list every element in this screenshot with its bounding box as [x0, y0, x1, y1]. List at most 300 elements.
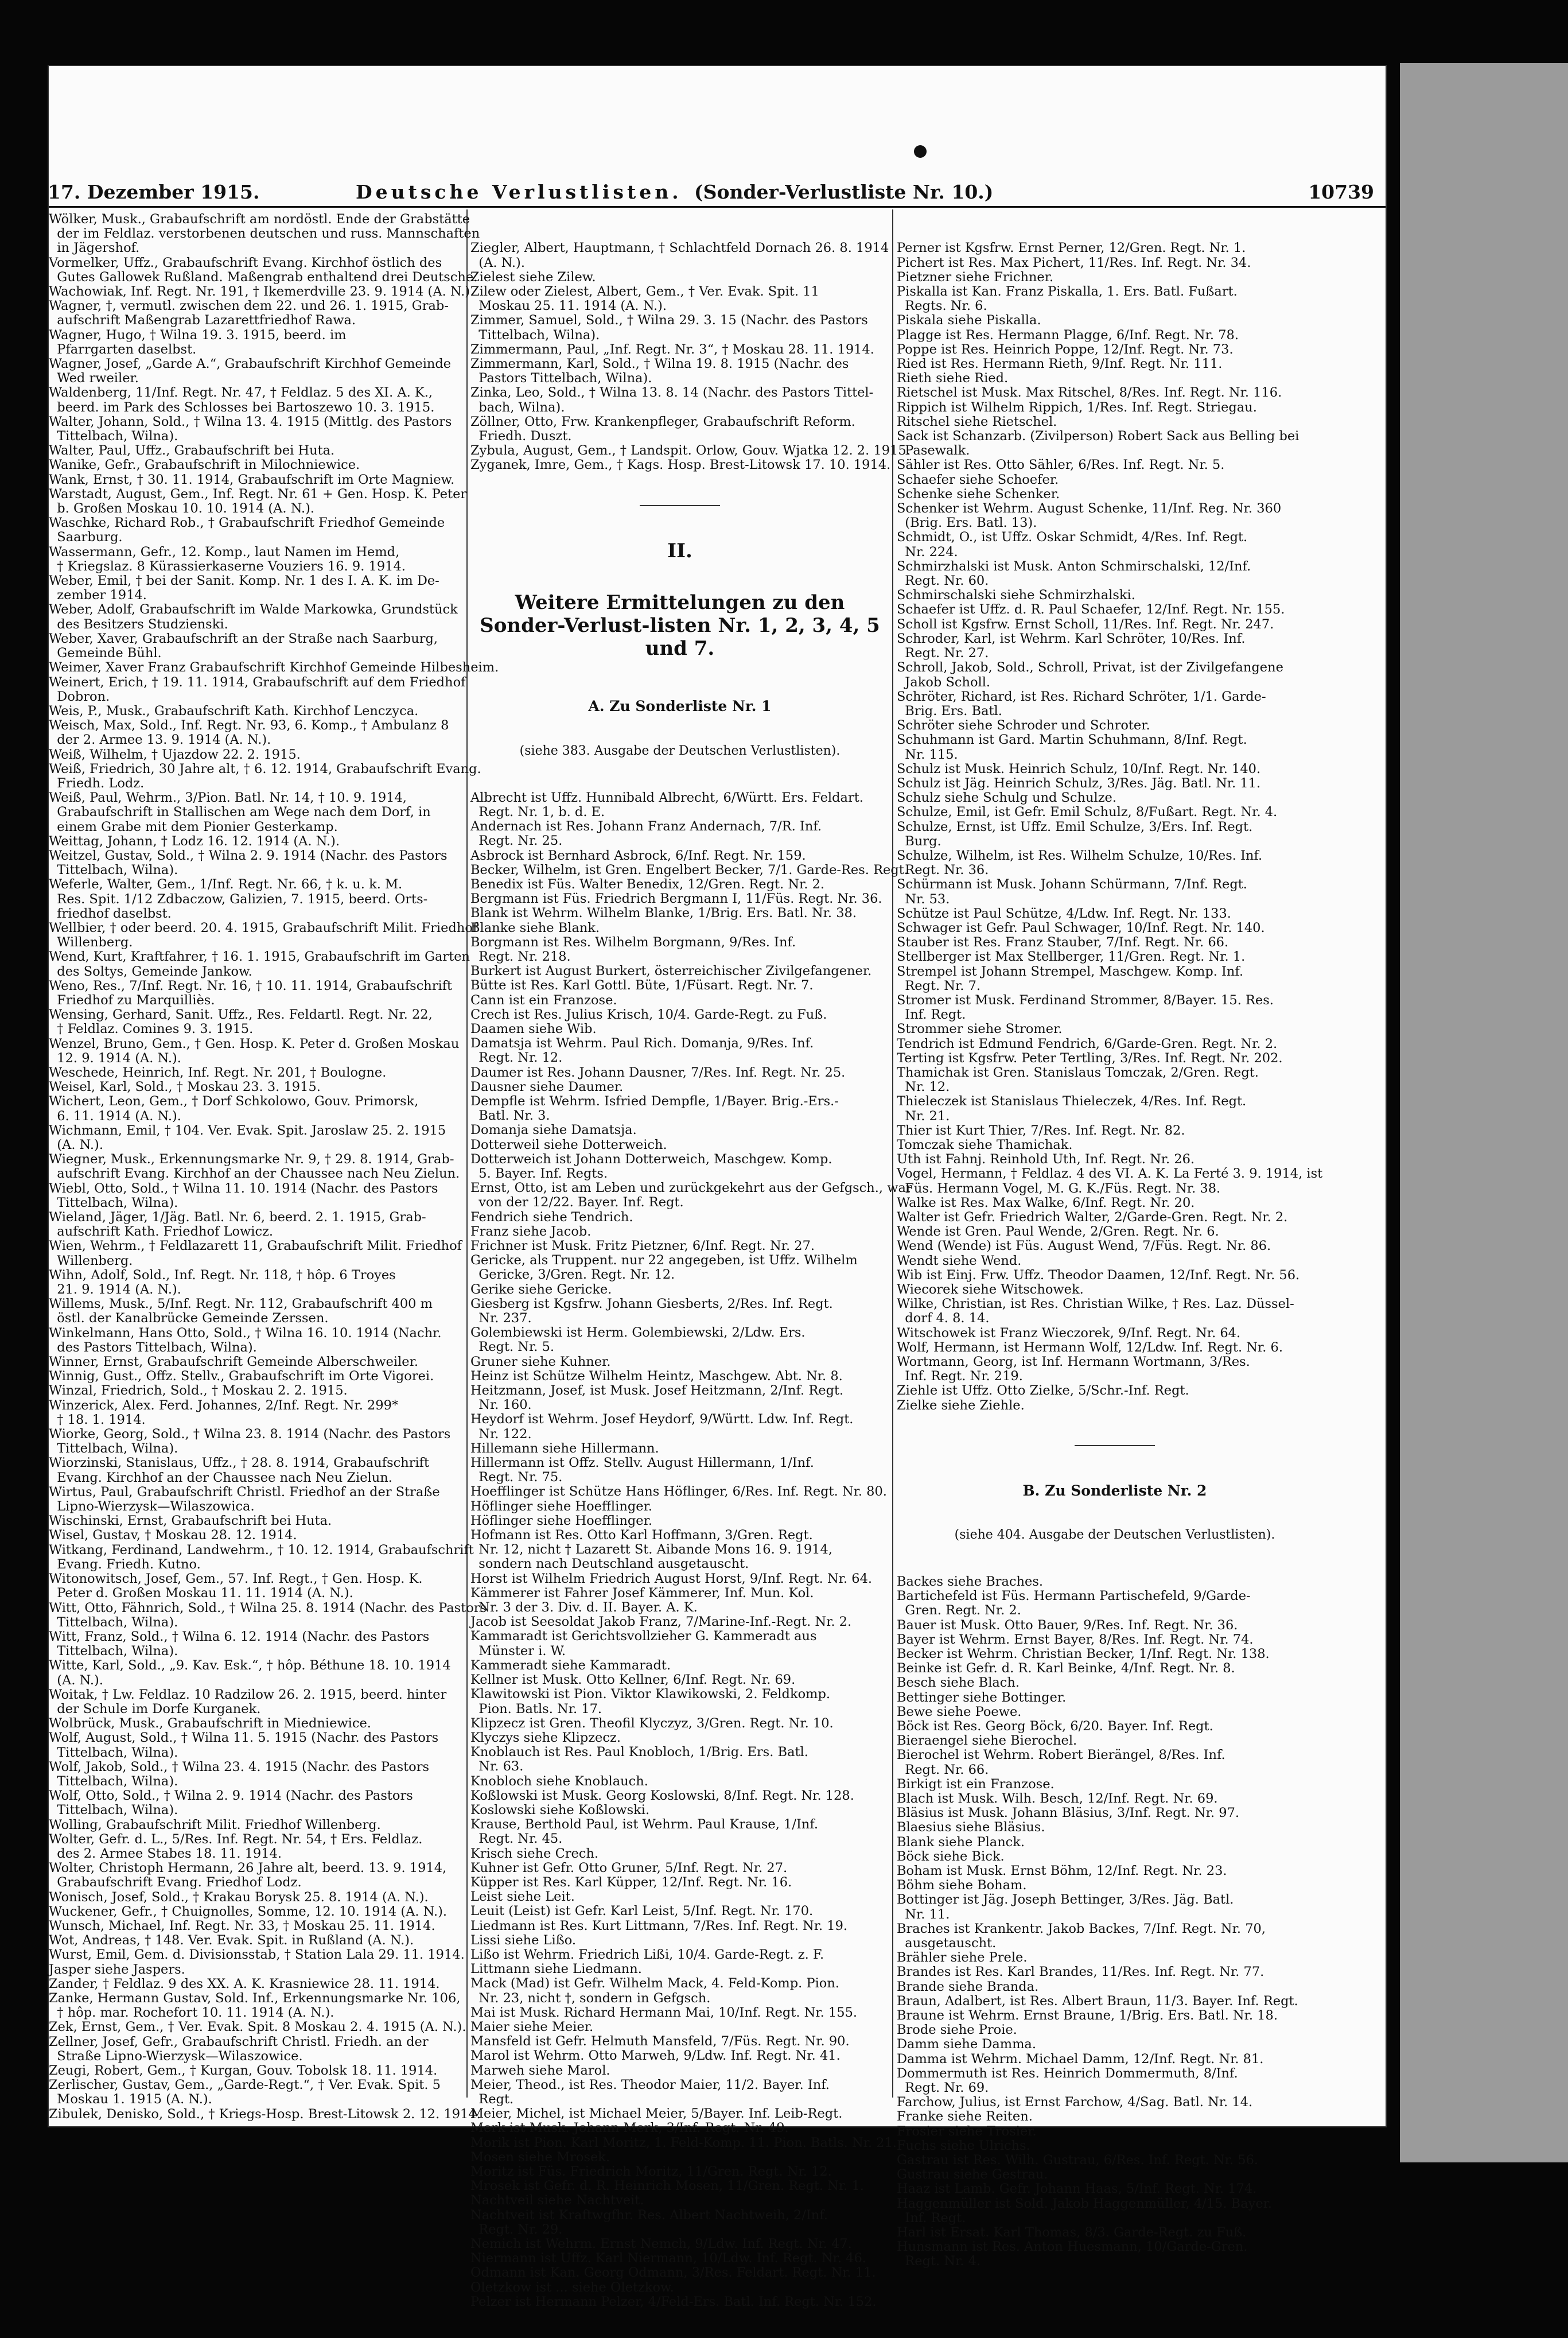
list-entry-line: Nr. 160. — [470, 1397, 532, 1413]
list-entry-line: Regt. Nr. 29. — [470, 2222, 563, 2237]
list-entry-line: Dobron. — [49, 689, 110, 704]
list-entry-line: Tittelbach, Wilna). — [49, 1773, 178, 1789]
list-entry-line: Wachowiak, Inf. Regt. Nr. 191, † Ikemerdville 23. 9. 1914 (A. N.). — [49, 284, 474, 300]
list-entry-line: Witkang, Ferdinand, Landwehrm., † 10. 12. 1914, Grabaufschrift — [49, 1542, 474, 1558]
list-entry-line: Zielke siehe Ziehle. — [897, 1397, 1025, 1413]
column-3-top-entries — [897, 241, 1333, 1412]
list-entry-line: Wortmann, Georg, ist Inf. Hermann Wortmann, 3/Res. — [897, 1354, 1250, 1370]
list-entry-line: Daamen siehe Wib. — [470, 1021, 597, 1036]
header-title: Deutsche Verlustlisten. — [356, 181, 682, 203]
list-entry-line: Wende ist Gren. Paul Wende, 2/Gren. Regt. Nr. 6. — [897, 1224, 1219, 1240]
list-entry-line: Cann ist ein Franzose. — [470, 992, 617, 1008]
list-entry-line: der 2. Armee 13. 9. 1914 (A. N.). — [49, 732, 271, 748]
list-entry-line: Wend, Kurt, Kraftfahrer, † 16. 1. 1915, Grabaufschrift im Garten — [49, 949, 470, 965]
list-entry-line: Zimmermann, Paul, „Inf. Regt. Nr. 3“, † Moskau 28. 11. 1914. — [470, 341, 874, 357]
list-entry-line: Dempfle ist Wehrm. Isfried Dempfle, 1/Bayer. Brig.-Ers.- — [470, 1093, 839, 1109]
list-entry-line: Regt. Nr. 5. — [470, 1339, 555, 1355]
list-entry-line: Regts. Nr. 6. — [897, 298, 987, 314]
list-entry-line: Bieraengel siehe Bierochel. — [897, 1733, 1077, 1749]
list-entry-line: Winzerick, Alex. Ferd. Johannes, 2/Inf. Regt. Nr. 299* — [49, 1397, 399, 1413]
list-entry-line: Schwager ist Gefr. Paul Schwager, 10/Inf. Regt. Nr. 140. — [897, 920, 1265, 935]
list-entry-line: Weferle, Walter, Gem., 1/Inf. Regt. Nr. 66, † k. u. k. M. — [49, 877, 403, 892]
list-entry-line: Frosier siehe Trosier. — [897, 2123, 1037, 2139]
list-entry-line: Pichert ist Res. Max Pichert, 11/Res. Inf. Regt. Nr. 34. — [897, 255, 1251, 270]
list-entry-line: Zöllner, Otto, Frw. Krankenpfleger, Grabaufschrift Reform. — [470, 414, 855, 429]
list-entry-line: Schmirschalski siehe Schmirzhalski. — [897, 588, 1135, 603]
list-entry-line: (Brig. Ers. Batl. 13). — [897, 515, 1037, 531]
list-entry-line: Wilke, Christian, ist Res. Christian Wilke, † Res. Laz. Düssel- — [897, 1296, 1294, 1312]
list-entry-line: Fuchs siehe Ulrichs. — [897, 2138, 1030, 2153]
list-entry-line: Inf. Regt. — [897, 2210, 966, 2226]
list-entry-line: Tittelbach, Wilna). — [49, 1803, 178, 1818]
list-entry-line: Wot, Andreas, † 148. Ver. Evak. Spit. in Rußland (A. N.). — [49, 1933, 414, 1948]
list-entry-line: Thier ist Kurt Thier, 7/Res. Inf. Regt. Nr. 82. — [897, 1123, 1185, 1138]
column-2-top-entries — [470, 240, 911, 473]
list-entry-line: Regt. Nr. 1, b. d. E. — [470, 804, 605, 820]
list-entry-line: Böhm siehe Boham. — [897, 1878, 1027, 1893]
list-entry-line: Nr. 3 der 3. Div. d. II. Bayer. A. K. — [470, 1600, 698, 1615]
list-entry-line: Niermann ist Uffz. Karl Niermann, 10/Ldw. Inf. Regt. Nr. 46. — [470, 2251, 866, 2266]
list-entry-line: Albrecht ist Uffz. Hunnibald Albrecht, 6/Württ. Ers. Feldart. — [470, 790, 863, 805]
list-entry-line: Grabaufschrift in Stallischen am Wege nach dem Dorf, in — [49, 805, 431, 820]
list-entry-line: Ried ist Res. Hermann Rieth, 9/Inf. Regt. Nr. 111. — [897, 356, 1223, 372]
list-entry-line: Wurst, Emil, Gem. d. Divisionsstab, † Station Lala 29. 11. 1914. — [49, 1947, 465, 1963]
list-entry-line: Koslowski siehe Koßlowski. — [470, 1802, 650, 1817]
list-entry-line: Meier, Michel, ist Michael Meier, 5/Bayer. Inf. Leib-Regt. — [470, 2106, 843, 2122]
list-entry-line: 5. Bayer. Inf. Regts. — [470, 1166, 608, 1181]
list-entry-line: Schaefer siehe Schoefer. — [897, 472, 1059, 487]
list-entry-line: Nr. 12. — [897, 1079, 950, 1095]
list-entry-line: bach, Wilna). — [470, 399, 565, 415]
list-entry-line: Damatsja ist Wehrm. Paul Rich. Domanja, 9/Res. Inf. — [470, 1036, 814, 1051]
header-subtitle: (Sonder-Verlustliste Nr. 10.) — [694, 181, 994, 203]
list-entry-line: Blanke siehe Blank. — [470, 920, 600, 935]
list-entry-line: Zibulek, Denisko, Sold., † Kriegs-Hosp. Brest-Litowsk 2. 12. 1914. — [49, 2106, 481, 2122]
list-entry-line: Schenker ist Wehrm. August Schenke, 11/Inf. Reg. Nr. 360 — [897, 501, 1282, 516]
list-entry-line: Maier siehe Meier. — [470, 2019, 594, 2034]
list-entry-line: Morik ist Pion. Karl Moritz, 1. Feld-Komp. 11. Pion. Batls. Nr. 21. — [470, 2135, 897, 2150]
list-entry-line: Becker ist Wehrm. Christian Becker, 1/Inf. Regt. Nr. 138. — [897, 1646, 1270, 1661]
list-entry-line: Gemeinde Bühl. — [49, 646, 162, 661]
list-entry-line: Witonowitsch, Josef, Gem., 57. Inf. Regt., † Gen. Hosp. K. — [49, 1571, 423, 1587]
list-entry-line: Zimmermann, Karl, Sold., † Wilna 19. 8. 1915 (Nachr. des — [470, 356, 849, 372]
list-entry-line: von der 12/22. Bayer. Inf. Regt. — [470, 1195, 684, 1210]
list-entry-line: Wellbier, † oder beerd. 20. 4. 1915, Grabaufschrift Milit. Friedhof — [49, 920, 478, 935]
list-entry-line: Winner, Ernst, Grabaufschrift Gemeinde Alberschweiler. — [49, 1354, 419, 1370]
subsection-b-heading: B. Zu Sonderliste Nr. 2 — [1022, 1482, 1207, 1499]
list-entry-line: Pasewalk. — [897, 443, 970, 459]
list-entry-line: Weitzel, Gustav, Sold., † Wilna 2. 9. 1914 (Nachr. des Pastors — [49, 848, 448, 863]
list-entry-line: Bierochel ist Wehrm. Robert Bierängel, 8/Res. Inf. — [897, 1747, 1225, 1763]
list-entry-line: Tittelbach, Wilna). — [49, 1441, 178, 1457]
list-entry-line: Nachtveil siehe Nachtveit. — [470, 2193, 644, 2208]
list-entry-line: dorf 4. 8. 14. — [897, 1311, 990, 1326]
list-entry-line: Weschede, Heinrich, Inf. Regt. Nr. 201, † Boulogne. — [49, 1065, 387, 1080]
list-entry-line: Nr. 63. — [470, 1759, 524, 1774]
list-entry-line: Tittelbach, Wilna). — [49, 863, 178, 878]
list-entry-line: Brandes ist Res. Karl Brandes, 11/Res. Inf. Regt. Nr. 77. — [897, 1964, 1264, 1980]
list-entry-line: Wiecorek siehe Witschowek. — [897, 1282, 1084, 1298]
list-entry-line: Weiß, Friedrich, 30 Jahre alt, † 6. 12. 1914, Grabaufschrift Evang. — [49, 761, 481, 776]
list-entry-line: Krause, Berthold Paul, ist Wehrm. Paul Krause, 1/Inf. — [470, 1817, 819, 1832]
list-entry-line: Vogel, Hermann, † Feldlaz. 4 des VI. A. K. La Ferté 3. 9. 1914, ist — [897, 1166, 1323, 1182]
list-entry-line: Schaefer ist Uffz. d. R. Paul Schaefer, 12/Inf. Regt. Nr. 155. — [897, 602, 1285, 617]
list-entry-line: Wiebl, Otto, Sold., † Wilna 11. 10. 1914 (Nachr. des Pastors — [49, 1180, 438, 1196]
list-entry-line: Brode siehe Proie. — [897, 2022, 1017, 2038]
list-entry-line: Plagge ist Res. Hermann Plagge, 6/Inf. Regt. Nr. 78. — [897, 327, 1239, 343]
list-entry-line: Schmidt, O., ist Uffz. Oskar Schmidt, 4/Res. Inf. Regt. — [897, 530, 1248, 545]
list-entry-line: Terting ist Kgsfrw. Peter Tertling, 3/Res. Inf. Regt. Nr. 202. — [897, 1050, 1283, 1066]
list-entry-line: Gren. Regt. Nr. 2. — [897, 1603, 1021, 1618]
list-entry-line: des Soltys, Gemeinde Jankow. — [49, 964, 252, 979]
list-entry-line: Birkigt ist ein Franzose. — [897, 1776, 1055, 1792]
list-entry-line: Zek, Ernst, Gem., † Ver. Evak. Spit. 8 Moskau 2. 4. 1915 (A. N.). — [49, 2019, 466, 2035]
list-entry-line: Oletzkow ist ... siehe Oletzkow. — [470, 2279, 674, 2295]
list-entry-line: Moritz ist Füs. Friedrich Moritz, 11/Gren. Regt. Nr. 12. — [470, 2164, 832, 2179]
list-entry-line: Brähler siehe Prele. — [897, 1950, 1028, 1966]
list-entry-line: sondern nach Deutschland ausgetauscht. — [470, 1556, 749, 1572]
list-entry-line: Ernst, Otto, ist am Leben und zurückgekehrt aus der Gefgsch., war — [470, 1180, 912, 1196]
list-entry-line: Heinz ist Schütze Wilhelm Heintz, Maschgew. Abt. Nr. 8. — [470, 1368, 843, 1384]
subsection-a-heading: A. Zu Sonderliste Nr. 1 — [588, 698, 772, 715]
list-entry-line: Vormelker, Uffz., Grabaufschrift Evang. Kirchhof östlich des — [49, 255, 442, 270]
list-entry-line: Damm siehe Damma. — [897, 2037, 1036, 2052]
list-entry-line: Witte, Karl, Sold., „9. Kav. Esk.“, † hôp. Béthune 18. 10. 1914 — [49, 1658, 451, 1673]
list-entry-line: Schürmann ist Musk. Johann Schürmann, 7/Inf. Regt. — [897, 877, 1247, 892]
list-entry-line: Tittelbach, Wilna). — [49, 1614, 178, 1630]
list-entry-line: Bütte ist Res. Karl Gottl. Büte, 1/Füsart. Regt. Nr. 7. — [470, 978, 814, 993]
list-entry-line: Wiegner, Musk., Erkennungsmarke Nr. 9, † 29. 8. 1914, Grab- — [49, 1152, 454, 1167]
list-entry-line: Walke ist Res. Max Walke, 6/Inf. Regt. Nr. 20. — [897, 1195, 1195, 1210]
column-3 — [897, 212, 1333, 2269]
list-entry-line: Wend (Wende) ist Füs. August Wend, 7/Füs. Regt. Nr. 86. — [897, 1238, 1271, 1254]
list-entry-line: Haggenmüller ist Sold. Jakob Haggenmüller, 4/15. Bayer. — [897, 2196, 1273, 2211]
list-entry-line: Nr. 115. — [897, 747, 958, 762]
list-entry-line: Wolter, Christoph Hermann, 26 Jahre alt, beerd. 13. 9. 1914, — [49, 1861, 447, 1876]
list-entry-line: Farchow, Julius, ist Ernst Farchow, 4/Sag. Batl. Nr. 14. — [897, 2095, 1253, 2110]
list-entry-line: Weber, Xaver, Grabaufschrift an der Straße nach Saarburg, — [49, 631, 438, 646]
list-entry-line: Jasper siehe Jaspers. — [49, 1962, 185, 1977]
list-entry-line: zember 1914. — [49, 588, 147, 603]
list-entry-line: Münster i. W. — [470, 1643, 566, 1659]
list-entry-line: Blank siehe Planck. — [897, 1834, 1025, 1850]
list-entry-line: Zanke, Hermann Gustav, Sold. Inf., Erkennungsmarke Nr. 106, — [49, 1990, 461, 2006]
list-entry-line: Hillemann siehe Hillermann. — [470, 1440, 659, 1456]
list-entry-line: Wolbrück, Musk., Grabaufschrift in Miedniewice. — [49, 1716, 371, 1731]
list-entry-line: Moskau 25. 11. 1914 (A. N.). — [470, 298, 667, 314]
list-entry-line: Backes siehe Braches. — [897, 1574, 1044, 1589]
list-entry-line: Wendt siehe Wend. — [897, 1253, 1022, 1268]
list-entry-line: Frichner ist Musk. Fritz Pietzner, 6/Inf. Regt. Nr. 27. — [470, 1238, 815, 1253]
list-entry-line: Saarburg. — [49, 530, 123, 545]
list-entry-line: Tittelbach, Wilna). — [49, 1195, 178, 1210]
list-entry-line: Leist siehe Leit. — [470, 1889, 575, 1905]
list-entry-line: Beinke ist Gefr. d. R. Karl Beinke, 4/Inf. Regt. Nr. 8. — [897, 1661, 1235, 1676]
list-entry-line: Wolf, Hermann, ist Hermann Wolf, 12/Ldw. Inf. Regt. Nr. 6. — [897, 1339, 1283, 1355]
list-entry-line: beerd. im Park des Schlosses bei Bartoszewo 10. 3. 1915. — [49, 399, 435, 415]
list-entry-line: Sähler ist Res. Otto Sähler, 6/Res. Inf. Regt. Nr. 5. — [897, 457, 1225, 473]
list-entry-line: Wunsch, Michael, Inf. Regt. Nr. 33, † Moskau 25. 11. 1914. — [49, 1918, 435, 1933]
list-entry-line: Wiorzinski, Stanislaus, Uffz., † 28. 8. 1914, Grabaufschrift — [49, 1455, 430, 1471]
list-entry-line: Willenberg. — [49, 1253, 133, 1268]
list-entry-line: Regt. Nr. 12. — [470, 1050, 563, 1066]
list-entry-line: Damma ist Wehrm. Michael Damm, 12/Inf. Regt. Nr. 81. — [897, 2051, 1264, 2067]
list-entry-line: † Kriegslaz. 8 Kürassierkaserne Vouziers 16. 9. 1914. — [49, 558, 406, 574]
list-entry-line: Kämmerer ist Fahrer Josef Kämmerer, Inf. Mun. Kol. — [470, 1585, 814, 1601]
column-2-entries — [470, 790, 912, 2309]
page-header — [49, 181, 1386, 207]
list-entry-line: Winkelmann, Hans Otto, Sold., † Wilna 16. 10. 1914 (Nachr. — [49, 1325, 442, 1341]
list-entry-line: Mosen siehe Mrosek. — [470, 2149, 610, 2165]
column-divider — [466, 209, 468, 2098]
header-page-number: 10739 — [1308, 181, 1374, 203]
list-entry-line: Pion. Batls. Nr. 17. — [470, 1701, 602, 1716]
list-entry-line: Weber, Adolf, Grabaufschrift im Walde Markowka, Grundstück — [49, 602, 458, 617]
list-entry-line: Winnig, Gust., Offz. Stellv., Grabaufschrift im Orte Vigorei. — [49, 1369, 434, 1384]
list-entry-line: (A. N.). — [49, 1137, 103, 1152]
list-entry-line: Horst ist Wilhelm Friedrich August Horst, 9/Inf. Regt. Nr. 64. — [470, 1571, 873, 1586]
list-entry-line: (A. N.). — [470, 255, 525, 270]
list-entry-line: Bettinger siehe Bottinger. — [897, 1690, 1067, 1705]
list-entry-line: Heydorf ist Wehrm. Josef Heydorf, 9/Württ. Ldw. Inf. Regt. — [470, 1412, 854, 1427]
list-entry-line: Inf. Regt. Nr. 219. — [897, 1369, 1023, 1384]
list-entry-line: Regt. — [470, 2091, 514, 2107]
list-entry-line: Tittelbach, Wilna). — [49, 1745, 178, 1760]
list-entry-line: Hoefflinger ist Schütze Hans Höflinger, 6/Res. Inf. Regt. Nr. 80. — [470, 1484, 887, 1500]
list-entry-line: Zerlischer, Gustav, Gem., „Garde-Regt.“, † Ver. Evak. Spit. 5 — [49, 2077, 441, 2093]
list-entry-line: Regt. Nr. 27. — [897, 646, 989, 661]
list-entry-line: Boham ist Musk. Ernst Böhm, 12/Inf. Regt. Nr. 23. — [897, 1863, 1227, 1878]
list-entry-line: Daumer ist Res. Johann Dausner, 7/Res. Inf. Regt. Nr. 25. — [470, 1065, 846, 1080]
list-entry-line: Wensing, Gerhard, Sanit. Uffz., Res. Feldartl. Regt. Nr. 22, — [49, 1007, 433, 1023]
subsection-b-note: (siehe 404. Ausgabe der Deutschen Verlustlisten). — [954, 1528, 1275, 1543]
list-entry-line: Zielest siehe Zilew. — [470, 269, 596, 285]
list-entry-line: Asbrock ist Bernhard Asbrock, 6/Inf. Regt. Nr. 159. — [470, 848, 806, 863]
list-entry-line: Wieland, Jäger, 1/Jäg. Batl. Nr. 6, beerd. 2. 1. 1915, Grab- — [49, 1210, 426, 1225]
list-entry-line: Wed rweiler. — [49, 371, 139, 386]
section-numeral: II. — [667, 539, 692, 563]
list-entry-line: Brig. Ers. Batl. — [897, 703, 1002, 719]
list-entry-line: Stauber ist Res. Franz Stauber, 7/Inf. Regt. Nr. 66. — [897, 935, 1229, 950]
list-entry-line: Nr. 12, nicht † Lazarett St. Aibande Mons 16. 9. 1914, — [470, 1542, 832, 1558]
list-entry-line: Dommermuth ist Res. Heinrich Dommermuth, 8/Inf. — [897, 2065, 1238, 2081]
list-entry-line: Inf. Regt. — [897, 1007, 966, 1023]
list-entry-line: Bewe siehe Poewe. — [897, 1704, 1022, 1719]
list-entry-line: Rietschel ist Musk. Max Ritschel, 8/Res. Inf. Regt. Nr. 116. — [897, 385, 1282, 401]
list-entry-line: Wagner, Hugo, † Wilna 19. 3. 1915, beerd. im — [49, 327, 347, 343]
list-entry-line: der Schule im Dorfe Kurganek. — [49, 1701, 261, 1716]
list-entry-line: Zellner, Josef, Gefr., Grabaufschrift Christl. Friedh. an der — [49, 2034, 429, 2049]
list-entry-line: Braun, Adalbert, ist Res. Albert Braun, 11/3. Bayer. Inf. Regt. — [897, 1993, 1298, 2009]
list-entry-line: Bayer ist Wehrm. Ernst Bayer, 8/Res. Inf. Regt. Nr. 74. — [897, 1632, 1254, 1647]
list-entry-line: Schulze, Wilhelm, ist Res. Wilhelm Schulze, 10/Res. Inf. — [897, 848, 1263, 863]
list-entry-line: Schulz siehe Schulg und Schulze. — [897, 790, 1117, 806]
list-entry-line: Regt. Nr. 69. — [897, 2080, 989, 2095]
list-entry-line: Füs. Hermann Vogel, M. G. K./Füs. Regt. Nr. 38. — [897, 1180, 1221, 1196]
list-entry-line: Gruner siehe Kuhner. — [470, 1354, 611, 1369]
list-entry-line: Wihn, Adolf, Sold., Inf. Regt. Nr. 118, † hôp. 6 Troyes — [49, 1267, 396, 1283]
list-entry-line: Wonisch, Josef, Sold., † Krakau Borysk 25. 8. 1914 (A. N.). — [49, 1889, 429, 1905]
list-entry-line: Hillermann ist Offz. Stellv. August Hillermann, 1/Inf. — [470, 1455, 814, 1471]
list-entry-line: Wolling, Grabaufschrift Milit. Friedhof Willenberg. — [49, 1817, 381, 1832]
list-entry-line: östl. der Kanalbrücke Gemeinde Zerssen. — [49, 1311, 329, 1326]
list-entry-line: Marweh siehe Marol. — [470, 2063, 610, 2078]
list-entry-line: Regt. Nr. 4. — [897, 2254, 981, 2269]
list-entry-line: † Feldlaz. Comines 9. 3. 1915. — [49, 1022, 254, 1037]
list-entry-line: Wirtus, Paul, Grabaufschrift Christl. Friedhof an der Straße — [49, 1484, 440, 1500]
list-entry-line: einem Grabe mit dem Pionier Gesterkamp. — [49, 819, 338, 834]
list-entry-line: Klyczys siehe Klipzecz. — [470, 1730, 621, 1745]
list-entry-line: Winzal, Friedrich, Sold., † Moskau 2. 2. 1915. — [49, 1383, 348, 1399]
list-entry-line: Piskalla ist Kan. Franz Piskalla, 1. Ers. Batl. Fußart. — [897, 284, 1238, 300]
list-entry-line: Braches ist Krankentr. Jakob Backes, 7/Inf. Regt. Nr. 70, — [897, 1921, 1266, 1936]
subsection-a-note: (siehe 383. Ausgabe der Deutschen Verlustlisten). — [519, 744, 841, 759]
list-entry-line: Benedix ist Füs. Walter Benedix, 12/Gren. Regt. Nr. 2. — [470, 876, 825, 892]
binding-hole-dot — [914, 145, 927, 158]
list-entry-line: Böck siehe Bick. — [897, 1848, 1005, 1864]
list-entry-line: Mack (Mad) ist Gefr. Wilhelm Mack, 4. Feld-Komp. Pion. — [470, 1976, 839, 1991]
list-entry-line: Weiß, Paul, Wehrm., 3/Pion. Batl. Nr. 14, † 10. 9. 1914, — [49, 790, 407, 806]
list-entry-line: Giesberg ist Kgsfrw. Johann Giesberts, 2/Res. Inf. Regt. — [470, 1296, 833, 1311]
list-entry-line: b. Großen Moskau 10. 10. 1914 (A. N.). — [49, 501, 315, 516]
list-entry-line: Schröter siehe Schroder und Schroter. — [897, 718, 1150, 733]
section-rule — [640, 505, 720, 506]
list-entry-line: Höflinger siehe Hoefflinger. — [470, 1498, 653, 1514]
list-entry-line: Zilew oder Zielest, Albert, Gem., † Ver. Evak. Spit. 11 — [470, 284, 819, 300]
list-entry-line: Koßlowski ist Musk. Georg Koslowski, 8/Inf. Regt. Nr. 128. — [470, 1788, 854, 1803]
list-entry-line: Poppe ist Res. Heinrich Poppe, 12/Inf. Regt. Nr. 73. — [897, 341, 1234, 357]
list-entry-line: Heitzmann, Josef, ist Musk. Josef Heitzmann, 2/Inf. Regt. — [470, 1383, 844, 1399]
list-entry-line: Ziegler, Albert, Hauptmann, † Schlachtfeld Dornach 26. 8. 1914 — [470, 240, 889, 256]
list-entry-line: Wassermann, Gefr., 12. Komp., laut Namen im Hemd, — [49, 544, 400, 560]
list-entry-line: Dotterweil siehe Dotterweich. — [470, 1137, 667, 1152]
list-entry-line: Golembiewski ist Herm. Golembiewski, 2/Ldw. Ers. — [470, 1325, 806, 1341]
list-entry-line: Wisel, Gustav, † Moskau 28. 12. 1914. — [49, 1528, 297, 1543]
list-entry-line: Friedhof zu Marquilliès. — [49, 992, 215, 1008]
list-entry-line: Blach ist Musk. Wilh. Besch, 12/Inf. Regt. Nr. 69. — [897, 1791, 1218, 1806]
list-entry-line: (A. N.). — [49, 1672, 103, 1688]
list-entry-line: Becker, Wilhelm, ist Gren. Engelbert Becker, 7/1. Garde-Res. Regt. — [470, 862, 908, 877]
list-entry-line: Tittelbach, Wilna). — [49, 429, 178, 444]
list-entry-line: Rieth siehe Ried. — [897, 371, 1009, 386]
list-entry-line: Littmann siehe Liedmann. — [470, 1962, 642, 1977]
list-entry-line: Mansfeld ist Gefr. Helmuth Mansfeld, 7/Füs. Regt. Nr. 90. — [470, 2034, 850, 2049]
list-entry-line: Bartichefeld ist Füs. Hermann Partischefeld, 9/Garde- — [897, 1589, 1251, 1604]
list-entry-line: Weisel, Karl, Sold., † Moskau 23. 3. 1915. — [49, 1079, 321, 1095]
list-entry-line: Waldenberg, 11/Inf. Regt. Nr. 47, † Feldlaz. 5 des XI. A. K., — [49, 385, 433, 401]
list-entry-line: Nr. 23, nicht †, sondern in Gefgsch. — [470, 1990, 711, 2006]
list-entry-line: Gerike siehe Gericke. — [470, 1281, 612, 1297]
list-entry-line: Wichmann, Emil, † 104. Ver. Evak. Spit. Jaroslaw 25. 2. 1915 — [49, 1123, 446, 1138]
list-entry-line: Nr. 11. — [897, 1906, 950, 1922]
list-entry-line: Tomczak siehe Thamichak. — [897, 1137, 1073, 1152]
list-entry-line: Wuckener, Gefr., † Chuignolles, Somme, 12. 10. 1914 (A. N.). — [49, 1904, 447, 1919]
list-entry-line: Schulze, Ernst, ist Uffz. Emil Schulze, 3/Ers. Inf. Regt. — [897, 819, 1253, 834]
list-entry-line: Nr. 122. — [470, 1426, 532, 1442]
list-entry-line: Franz siehe Jacob. — [470, 1224, 592, 1239]
list-entry-line: Gastrau ist Res. Wilh. Gustrau, 6/Res. Inf. Regt. Nr. 56. — [897, 2153, 1259, 2168]
list-entry-line: Klipzecz ist Gren. Theofil Klyczyz, 3/Gren. Regt. Nr. 10. — [470, 1715, 834, 1731]
list-entry-line: Kammeradt siehe Kammaradt. — [470, 1657, 671, 1673]
list-entry-line: Schulze, Emil, ist Gefr. Emil Schulz, 8/Fußart. Regt. Nr. 4. — [897, 805, 1278, 820]
list-entry-line: Wagner, †, vermutl. zwischen dem 22. und 26. 1. 1915, Grab- — [49, 298, 449, 314]
list-entry-line: Zinka, Leo, Sold., † Wilna 13. 8. 14 (Nachr. des Pastors Tittel- — [470, 385, 874, 401]
list-entry-line: Perner ist Kgsfrw. Ernst Perner, 12/Gren. Regt. Nr. 1. — [897, 240, 1246, 256]
list-entry-line: Walter, Paul, Uffz., Grabaufschrift bei Huta. — [49, 443, 335, 459]
list-entry-line: Friedh. Duszt. — [470, 429, 572, 444]
list-entry-line: Wolf, Otto, Sold., † Wilna 2. 9. 1914 (Nachr. des Pastors — [49, 1788, 413, 1804]
list-entry-line: Wenzel, Bruno, Gem., † Gen. Hosp. K. Peter d. Großen Moskau — [49, 1036, 460, 1051]
list-entry-line: Warstadt, August, Gem., Inf. Regt. Nr. 61 + Gen. Hosp. K. Peter — [49, 486, 467, 502]
list-entry-line: Gericke, 3/Gren. Regt. Nr. 12. — [470, 1267, 675, 1283]
list-entry-line: Meier, Theod., ist Res. Theodor Maier, 11/2. Bayer. Inf. — [470, 2077, 830, 2092]
list-entry-line: Marol ist Wehrm. Otto Marweh, 9/Ldw. Inf. Regt. Nr. 41. — [470, 2048, 841, 2064]
list-entry-line: Straße Lipno-Wierzysk—Wilaszowice. — [49, 2048, 303, 2064]
list-entry-line: Brande siehe Branda. — [897, 1979, 1039, 1994]
list-entry-line: Ritschel siehe Rietschel. — [897, 414, 1057, 429]
list-entry-line: Zybula, August, Gem., † Landspit. Orlow, Gouv. Wjatka 12. 2. 1915. — [470, 443, 911, 459]
list-entry-line: Hofmann ist Res. Otto Karl Hoffmann, 3/Gren. Regt. — [470, 1528, 813, 1543]
list-entry-line: Pietzner siehe Frichner. — [897, 269, 1054, 285]
list-entry-line: Jacob ist Seesoldat Jakob Franz, 7/Marine-Inf.-Regt. Nr. 2. — [470, 1614, 852, 1630]
list-entry-line: Thieleczek ist Stanislaus Thieleczek, 4/Res. Inf. Regt. — [897, 1094, 1247, 1109]
list-entry-line: Regt. Nr. 218. — [470, 949, 571, 964]
list-entry-line: Weis, P., Musk., Grabaufschrift Kath. Kirchhof Lenczyca. — [49, 703, 419, 719]
list-entry-line: Tittelbach, Wilna). — [470, 327, 600, 343]
list-entry-line: Schuhmann ist Gard. Martin Schuhmann, 8/Inf. Regt. — [897, 732, 1247, 748]
list-entry-line: der im Feldlaz. verstorbenen deutschen und russ. Mannschaften — [49, 226, 480, 242]
list-entry-line: Schenke siehe Schenker. — [897, 486, 1060, 502]
list-entry-line: Gustrau siehe Gestrau. — [897, 2167, 1048, 2182]
list-entry-line: Peter d. Großen Moskau 11. 11. 1914 (A. N.). — [49, 1586, 353, 1601]
list-entry-line: in Jägershof. — [49, 240, 140, 256]
list-entry-line: Hunsmann ist Res. Anton Huesmann, 10/Garde-Gren. — [897, 2239, 1248, 2255]
list-entry-line: Nr. 21. — [897, 1108, 950, 1124]
list-entry-line: Thamichak ist Gren. Stanislaus Tomczak, 2/Gren. Regt. — [897, 1065, 1259, 1080]
list-entry-line: Dotterweich ist Johann Dotterweich, Maschgew. Komp. — [470, 1151, 832, 1167]
list-entry-line: Stellberger ist Max Stellberger, 11/Gren. Regt. Nr. 1. — [897, 949, 1246, 965]
list-entry-line: Evang. Friedh. Kutno. — [49, 1556, 201, 1572]
list-entry-line: Kellner ist Musk. Otto Kellner, 6/Inf. Regt. Nr. 69. — [470, 1672, 796, 1688]
list-entry-line: Lissi siehe Lißo. — [470, 1932, 577, 1948]
list-entry-line: Weimer, Xaver Franz Grabaufschrift Kirchhof Gemeinde Hilbesheim. — [49, 660, 499, 675]
list-entry-line: Strempel ist Johann Strempel, Maschgew. Komp. Inf. — [897, 964, 1244, 979]
list-entry-line: 21. 9. 1914 (A. N.). — [49, 1282, 181, 1298]
list-entry-line: † hôp. mar. Rochefort 10. 11. 1914 (A. N.). — [49, 2005, 334, 2021]
list-entry-line: Bergmann ist Füs. Friedrich Bergmann I, 11/Füs. Regt. Nr. 36. — [470, 891, 882, 907]
list-entry-line: Dausner siehe Daumer. — [470, 1079, 624, 1094]
list-entry-line: Franke siehe Reiten. — [897, 2109, 1033, 2125]
list-entry-line: Zeugi, Robert, Gem., † Kurgan, Gouv. Tobolsk 18. 11. 1914. — [49, 2063, 438, 2078]
list-entry-line: des 2. Armee Stabes 18. 11. 1914. — [49, 1846, 282, 1861]
list-entry-line: Wichert, Leon, Gem., † Dorf Schkolowo, Gouv. Primorsk, — [49, 1094, 419, 1109]
list-entry-line: Witschowek ist Franz Wieczorek, 9/Inf. Regt. Nr. 64. — [897, 1325, 1241, 1341]
list-entry-line: Mai ist Musk. Richard Hermann Mai, 10/Inf. Regt. Nr. 155. — [470, 2005, 858, 2020]
list-entry-line: Kammaradt ist Gerichtsvollzieher G. Kammeradt aus — [470, 1629, 817, 1644]
list-entry-line: aufschrift Kath. Friedhof Lowicz. — [49, 1224, 274, 1240]
list-entry-line: Rippich ist Wilhelm Rippich, 1/Res. Inf. Regt. Striegau. — [897, 399, 1257, 415]
list-entry-line: Walter, Johann, Sold., † Wilna 13. 4. 1915 (Mittlg. des Pastors — [49, 414, 452, 429]
list-entry-line: Besch siehe Blach. — [897, 1675, 1020, 1691]
list-entry-line: Bottinger ist Jäg. Joseph Bettinger, 3/Res. Jäg. Batl. — [897, 1892, 1234, 1908]
list-entry-line: Braune ist Wehrm. Ernst Braune, 1/Brig. Ers. Batl. Nr. 18. — [897, 2007, 1278, 2023]
list-entry-line: Lißo ist Wehrm. Friedrich Lißi, 10/4. Garde-Regt. z. F. — [470, 1947, 824, 1962]
list-entry-line: Bläsius ist Musk. Johann Bläsius, 3/Inf. Regt. Nr. 97. — [897, 1805, 1240, 1821]
list-entry-line: Wolter, Gefr. d. L., 5/Res. Inf. Regt. Nr. 54, † Ers. Feldlaz. — [49, 1831, 423, 1847]
list-entry-line: Wagner, Josef, „Garde A.“, Grabaufschrift Kirchhof Gemeinde — [49, 356, 452, 372]
list-entry-line: 12. 9. 1914 (A. N.). — [49, 1050, 181, 1066]
list-entry-line: Regt. Nr. 60. — [897, 573, 989, 589]
